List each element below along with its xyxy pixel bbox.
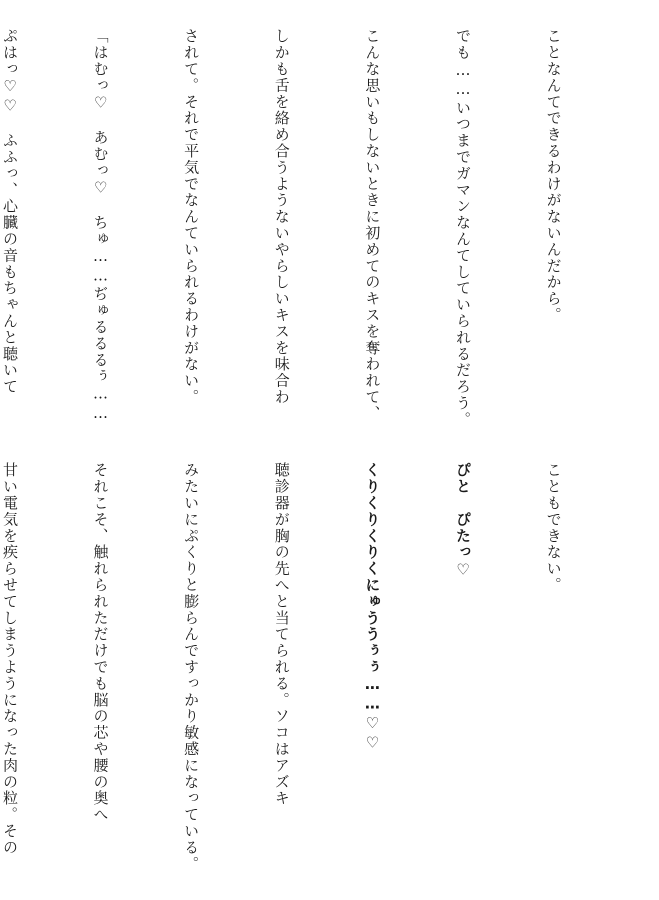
- text-line: でも……いつまでガマンなんてしていられるだろう。: [453, 28, 472, 428]
- text-line: ことなんてできるわけがないんだから。: [544, 28, 563, 324]
- upper-text-block: [0, 28, 629, 440]
- text-line: されて。それで平気でなんていられるわけがない。: [182, 28, 201, 406]
- text-line: 「はむっ♡ あむっ♡ ちゅ……ぢゅるるるぅ……: [91, 28, 110, 424]
- text-line: 聴診器が胸の先へと当てられる。ソコはアズキ: [272, 462, 291, 807]
- sound-effect-line: くりくりくりくにゅううぅぅ……♡♡: [363, 462, 382, 753]
- text-line: しかも舌を絡め合うようないやらしいキスを味合わ: [272, 28, 291, 406]
- sound-effect-line: ぴと ぴたっ♡: [453, 462, 472, 580]
- text-line: 甘い電気を疾らせてしまうようになった肉の粒。その: [0, 462, 19, 856]
- text-line: みたいにぷくりと膨らんですっかり敏感になっている。: [182, 462, 201, 872]
- text-line: ぷはっ♡♡ ふふっ、心臓の音もちゃんと聴いて: [0, 28, 19, 395]
- lower-text-block: [0, 462, 629, 882]
- text-line: こともできない。: [544, 462, 563, 594]
- text-line: それこそ、触れられただけでも脳の芯や腰の奥へ: [91, 462, 110, 823]
- text-line: こんな思いもしないときに初めてのキスを奪われて、: [363, 28, 382, 422]
